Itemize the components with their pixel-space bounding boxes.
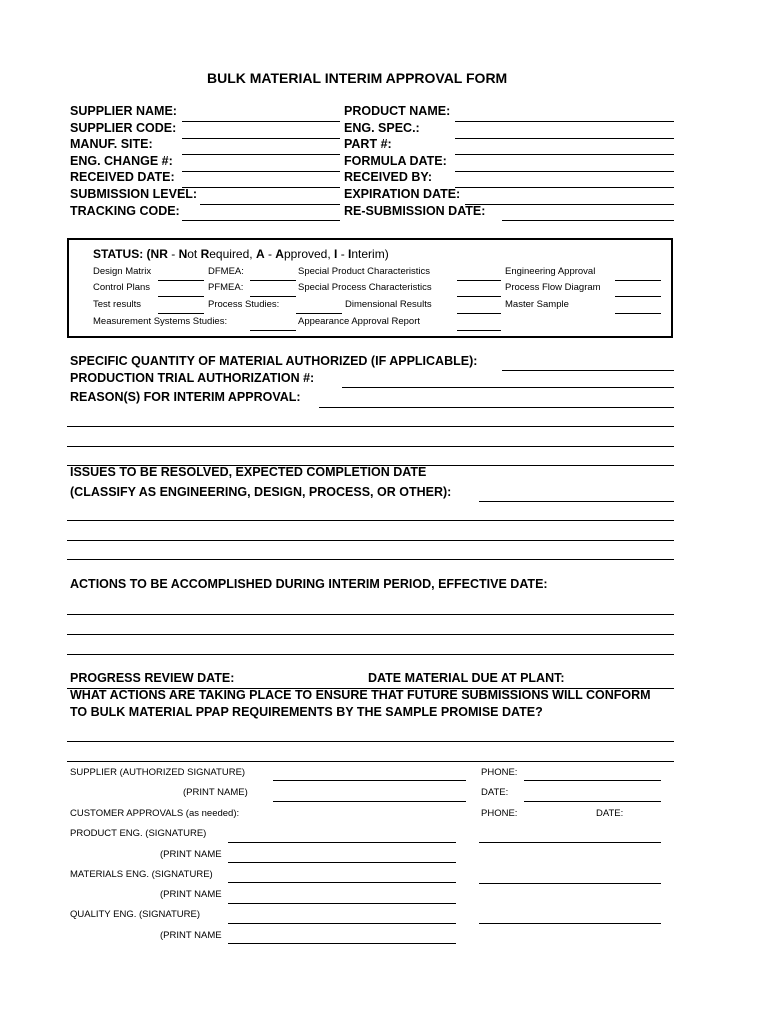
conform-line-1[interactable] <box>67 741 674 742</box>
actions-line-2[interactable] <box>67 634 674 635</box>
supplier-signature-field[interactable] <box>273 780 466 781</box>
quality-eng-phone-date-field[interactable] <box>479 923 661 924</box>
reasons-label: REASON(S) FOR INTERIM APPROVAL: <box>70 390 301 404</box>
supplier-date-label: DATE: <box>481 787 509 798</box>
master-sample-label: Master Sample <box>505 299 569 310</box>
material-due-label: DATE MATERIAL DUE AT PLANT: <box>368 671 565 685</box>
supplier-code-label: SUPPLIER CODE: <box>70 121 177 135</box>
product-eng-label: PRODUCT ENG. (SIGNATURE) <box>70 828 207 839</box>
quality-eng-print-label: (PRINT NAME <box>160 930 222 941</box>
dimensional-results-label: Dimensional Results <box>345 299 432 310</box>
received-by-field[interactable] <box>455 187 674 188</box>
materials-eng-phone-date-field[interactable] <box>479 883 661 884</box>
process-flow-field[interactable] <box>615 296 661 297</box>
supplier-print-name-field[interactable] <box>273 801 466 802</box>
part-label: PART #: <box>344 137 392 151</box>
master-sample-field[interactable] <box>615 313 661 314</box>
supplier-date-field[interactable] <box>524 801 661 802</box>
control-plans-label: Control Plans <box>93 282 151 293</box>
production-trial-field[interactable] <box>342 387 674 388</box>
special-product-field[interactable] <box>457 280 501 281</box>
issues-line-3[interactable] <box>67 540 674 541</box>
eng-spec-label: ENG. SPEC.: <box>344 121 420 135</box>
received-date-label: RECEIVED DATE: <box>70 170 175 184</box>
production-trial-label: PRODUCTION TRIAL AUTHORIZATION #: <box>70 371 315 385</box>
status-legend: STATUS: (NR - Not Required, A - Approved, I - Interim) <box>93 247 389 261</box>
customer-approvals-label: CUSTOMER APPROVALS (as needed): <box>70 808 240 819</box>
appearance-label: Appearance Approval Report <box>298 316 420 327</box>
issues-field[interactable] <box>479 501 674 502</box>
submission-level-label: SUBMISSION LEVEL: <box>70 187 198 201</box>
pfmea-label: PFMEA: <box>208 282 244 293</box>
eng-change-label: ENG. CHANGE #: <box>70 154 173 168</box>
issues-line-4[interactable] <box>67 559 674 560</box>
engineering-approval-field[interactable] <box>615 280 661 281</box>
supplier-print-name-label: (PRINT NAME) <box>183 787 248 798</box>
conform-question-2: TO BULK MATERIAL PPAP REQUIREMENTS BY THE SAMPLE PROMISE DATE? <box>70 705 543 719</box>
progress-review-label: PROGRESS REVIEW DATE: <box>70 671 235 685</box>
issues-line-2[interactable] <box>67 520 674 521</box>
eng-change-field[interactable] <box>182 171 340 172</box>
design-matrix-field[interactable] <box>158 280 204 281</box>
expiration-date-field[interactable] <box>465 204 674 205</box>
special-process-field[interactable] <box>457 296 501 297</box>
issues-label-2: (CLASSIFY AS ENGINEERING, DESIGN, PROCESS, OR OTHER): <box>70 485 452 499</box>
product-name-label: PRODUCT NAME: <box>344 104 451 118</box>
quality-eng-label: QUALITY ENG. (SIGNATURE) <box>70 909 201 920</box>
materials-eng-label: MATERIALS ENG. (SIGNATURE) <box>70 869 213 880</box>
supplier-name-field[interactable] <box>182 121 340 122</box>
reasons-line-2[interactable] <box>67 426 674 427</box>
supplier-phone-label: PHONE: <box>481 767 518 778</box>
actions-label: ACTIONS TO BE ACCOMPLISHED DURING INTERIM PERIOD, EFFECTIVE DATE: <box>70 577 548 591</box>
dfmea-field[interactable] <box>250 280 296 281</box>
tracking-code-field[interactable] <box>182 220 340 221</box>
actions-line-3[interactable] <box>67 654 674 655</box>
product-name-field[interactable] <box>455 121 674 122</box>
msa-field[interactable] <box>250 330 296 331</box>
specific-quantity-label: SPECIFIC QUANTITY OF MATERIAL AUTHORIZED (IF APPLICABLE): <box>70 354 478 368</box>
quality-eng-print-field[interactable] <box>228 943 456 944</box>
materials-eng-print-label: (PRINT NAME <box>160 889 222 900</box>
product-eng-field[interactable] <box>228 842 456 843</box>
formula-date-label: FORMULA DATE: <box>344 154 447 168</box>
test-results-field[interactable] <box>158 313 204 314</box>
special-product-label: Special Product Characteristics <box>298 266 430 277</box>
dimensional-results-field[interactable] <box>457 313 501 314</box>
engineering-approval-label: Engineering Approval <box>505 266 596 277</box>
pfmea-field[interactable] <box>250 296 296 297</box>
product-eng-print-field[interactable] <box>228 862 456 863</box>
process-studies-label: Process Studies: <box>208 299 280 310</box>
specific-quantity-field[interactable] <box>502 370 674 371</box>
supplier-name-label: SUPPLIER NAME: <box>70 104 177 118</box>
appearance-field[interactable] <box>457 330 501 331</box>
issues-label-1: ISSUES TO BE RESOLVED, EXPECTED COMPLETION DATE <box>70 465 427 479</box>
test-results-label: Test results <box>93 299 142 310</box>
expiration-date-label: EXPIRATION DATE: <box>344 187 461 201</box>
received-by-label: RECEIVED BY: <box>344 170 432 184</box>
reasons-line-3[interactable] <box>67 446 674 447</box>
customer-date-label: DATE: <box>596 808 624 819</box>
supplier-signature-label: SUPPLIER (AUTHORIZED SIGNATURE) <box>70 767 246 778</box>
submission-level-field[interactable] <box>200 204 340 205</box>
actions-line-1[interactable] <box>67 614 674 615</box>
supplier-phone-field[interactable] <box>524 780 661 781</box>
customer-phone-label: PHONE: <box>481 808 518 819</box>
product-eng-print-label: (PRINT NAME <box>160 849 222 860</box>
materials-eng-print-field[interactable] <box>228 903 456 904</box>
reasons-field[interactable] <box>319 407 674 408</box>
control-plans-field[interactable] <box>158 296 204 297</box>
part-field[interactable] <box>455 154 674 155</box>
conform-question-1: WHAT ACTIONS ARE TAKING PLACE TO ENSURE THAT FUTURE SUBMISSIONS WILL CONFORM <box>70 688 651 702</box>
manuf-site-field[interactable] <box>182 154 340 155</box>
design-matrix-label: Design Matrix <box>93 266 152 277</box>
msa-label: Measurement Systems Studies: <box>93 316 228 327</box>
process-studies-field[interactable] <box>296 313 342 314</box>
materials-eng-field[interactable] <box>228 882 456 883</box>
resubmission-date-field[interactable] <box>502 220 674 221</box>
tracking-code-label: TRACKING CODE: <box>70 204 180 218</box>
product-eng-phone-date-field[interactable] <box>479 842 661 843</box>
dfmea-label: DFMEA: <box>208 266 244 277</box>
eng-spec-field[interactable] <box>455 138 674 139</box>
resubmission-date-label: RE-SUBMISSION DATE: <box>344 204 486 218</box>
received-date-field[interactable] <box>182 187 340 188</box>
quality-eng-field[interactable] <box>228 923 456 924</box>
form-title: BULK MATERIAL INTERIM APPROVAL FORM <box>207 70 508 86</box>
formula-date-field[interactable] <box>455 171 674 172</box>
supplier-code-field[interactable] <box>182 138 340 139</box>
process-flow-label: Process Flow Diagram <box>505 282 601 293</box>
manuf-site-label: MANUF. SITE: <box>70 137 153 151</box>
special-process-label: Special Process Characteristics <box>298 282 432 293</box>
conform-line-2[interactable] <box>67 761 674 762</box>
